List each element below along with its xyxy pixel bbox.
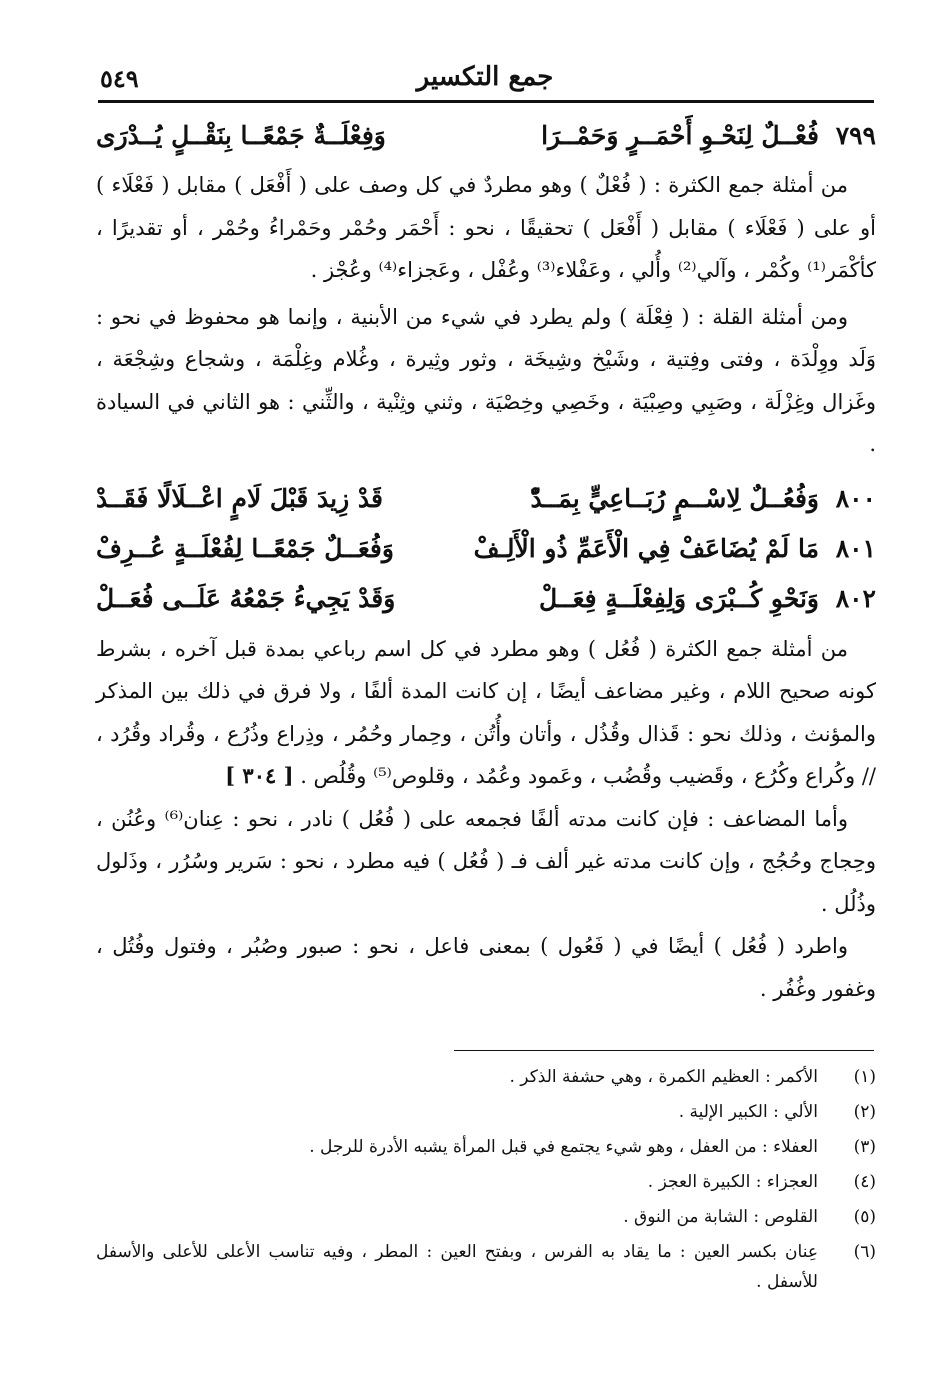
footnote-text: الألي : الكبير الإلية . bbox=[678, 1102, 818, 1122]
footnote bbox=[96, 1202, 876, 1232]
verse-line bbox=[96, 110, 876, 160]
verse-line bbox=[96, 524, 876, 574]
footnote bbox=[96, 1097, 876, 1127]
footnotes bbox=[96, 1062, 876, 1302]
paragraph-text: من أمثلة جمع الكثرة ( فُعُل ) وهو مطرد في كل اسم رباعي بمدة قبل آخره ، بشرط كونه صحيح اللام ، وغير مضاعف أيضًا ، إن كانت المدة ألفًا ، ولا فرق في ذلك بين المذكر والمؤنث ، وذلك نحو : قَذال وقُذُل ، وأتان وأُتُن ، وحِمار وحُمُر ، وذِراع وذُرُع ، وقُراد وقُرُد ، // وكُراع وكُرُع ، وقَضيب وقُضُب ، وعَمود وعُمُد ، وقلوص⁽⁵⁾ وقُلُص . bbox=[96, 636, 876, 788]
paragraph: واطرد ( فُعُل ) أيضًا في ( فَعُول ) بمعنى فاعل ، نحو : صبور وصُبُر ، وفتول وفُتُل ، وغفور وغُفُر . bbox=[96, 934, 876, 1001]
footnote-number: (٤) bbox=[853, 1172, 876, 1192]
footnote-number: (١) bbox=[853, 1067, 876, 1087]
page-reference: [ ٣٠٤ ] bbox=[225, 763, 294, 788]
verse-line bbox=[96, 474, 876, 524]
footnote bbox=[96, 1167, 876, 1197]
footnote-text: الأكمر : العظيم الكمرة ، وهي حشفة الذكر . bbox=[509, 1067, 818, 1087]
footnote-number: (٣) bbox=[853, 1137, 876, 1157]
footnote bbox=[96, 1132, 876, 1162]
footnote-number: (٥) bbox=[853, 1207, 876, 1227]
footnote-number: (٢) bbox=[853, 1102, 876, 1122]
verse-line bbox=[96, 574, 876, 624]
verse-hemistich-second: وَفِعْلَــةٌ جَمْعًــا بِنَقْــلٍ يُــدْرَى bbox=[96, 120, 386, 150]
footnote-text: العجزاء : الكبيرة العجز . bbox=[647, 1172, 818, 1192]
header-divider bbox=[98, 100, 874, 103]
main-text bbox=[96, 110, 876, 1010]
verse-hemistich-first: وَنَحْوِ كُــبْرَى وَلِفِعْلَــةٍ فِعَــلْ bbox=[539, 584, 819, 613]
verse-number: ٨٠٢ bbox=[835, 584, 876, 613]
paragraph: ومن أمثلة القلة : ( فِعْلَة ) ولم يطرد في شيء من الأبنية ، وإنما هو محفوظ في نحو : وَلَد ووِلْدَة ، وفتى وفِتية ، وشَيْخ وشِيخَة ، وثور وثِيرة ، وغُلام وغِلْمَة ، وشجاع وشِجْعَة ، وغَزال وغِزْلَة ، وصَبِي وصِبْيَة ، وخَصِي وخِصْيَة ، وثني وثِنْية ، والثِّني : هو الثاني في السيادة . bbox=[96, 304, 876, 456]
verse-number: ٨٠٠ bbox=[835, 484, 876, 513]
verse-hemistich-first: وَفُعُــلٌ لِاسْــمٍ رُبَــاعِيٍّ بِمَــدّْ bbox=[530, 484, 819, 513]
footnote-text: القلوص : الشابة من النوق . bbox=[623, 1207, 818, 1227]
footnote-text: العفلاء : من العفل ، وهو شيء يجتمع في قبل المرأة يشبه الأدرة للرجل . bbox=[309, 1137, 818, 1157]
verse-hemistich-first: مَا لَمْ يُضَاعَفْ فِي الْأَعَمِّ ذُو الْأَلِـفْ bbox=[473, 534, 819, 563]
footnote bbox=[96, 1237, 876, 1297]
paragraph: من أمثلة جمع الكثرة : ( فُعْلٌ ) وهو مطردٌ في كل وصف على ( أَفْعَل ) مقابل ( فَعْلَاء ) أو على ( فَعْلَاء ) مقابل ( أَفْعَل ) تحقيقًا ، نحو : أَحْمَر وحُمْر وحَمْراءُ وحُمْر ، أو تقديرًا ، كأكْمَر⁽¹⁾ وكُمْر ، وآلي⁽²⁾ وأُلي ، وعَفْلاء⁽³⁾ وعُفْل ، وعَجزاء⁽⁴⁾ وعُجْز . bbox=[96, 173, 876, 282]
verse-hemistich-first: فُعْــلٌ لِنَحْـوِ أَحْمَــرٍ وَحَمْــرَا bbox=[541, 120, 819, 150]
running-title: جمع التكسير bbox=[416, 62, 554, 92]
paragraph: وأما المضاعف : فإن كانت مدته ألفًا فجمعه على ( فُعُل ) نادر ، نحو : عِنان⁽⁶⁾ وعُنُن ، وحِجاج وحُجُج ، وإن كانت مدته غير ألف فـ ( فُعُل ) فيه مطرد ، نحو : سَرير وسُرُر ، وذَلول وذُلُل . bbox=[96, 806, 876, 916]
verse-hemistich-second: وَقَدْ يَجِيءُ جَمْعُهُ عَلَــى فُعَــلْ bbox=[96, 584, 396, 613]
footnote-number: (٦) bbox=[853, 1242, 876, 1262]
verse-hemistich-second: قَدْ زِيدَ قَبْلَ لَامٍ اعْــلَالًا فَقَــدْ bbox=[96, 484, 383, 513]
paragraph bbox=[96, 628, 876, 798]
footnote bbox=[96, 1062, 876, 1092]
page-header bbox=[100, 58, 870, 102]
footnote-text: عِنان بكسر العين : ما يقاد به الفرس ، وبفتح العين : المطر ، وفيه تناسب الأعلى للأعلى والأسفل للأسفل . bbox=[96, 1242, 818, 1292]
page-number: ٥٤٩ bbox=[100, 64, 139, 93]
verse-number: ٨٠١ bbox=[835, 534, 876, 563]
verse-number: ٧٩٩ bbox=[835, 120, 876, 150]
footnote-divider bbox=[454, 1050, 874, 1051]
verse-hemistich-second: وَفُعَــلٌ جَمْعًــا لِفُعْلَــةٍ عُــرِفْ bbox=[96, 534, 394, 563]
